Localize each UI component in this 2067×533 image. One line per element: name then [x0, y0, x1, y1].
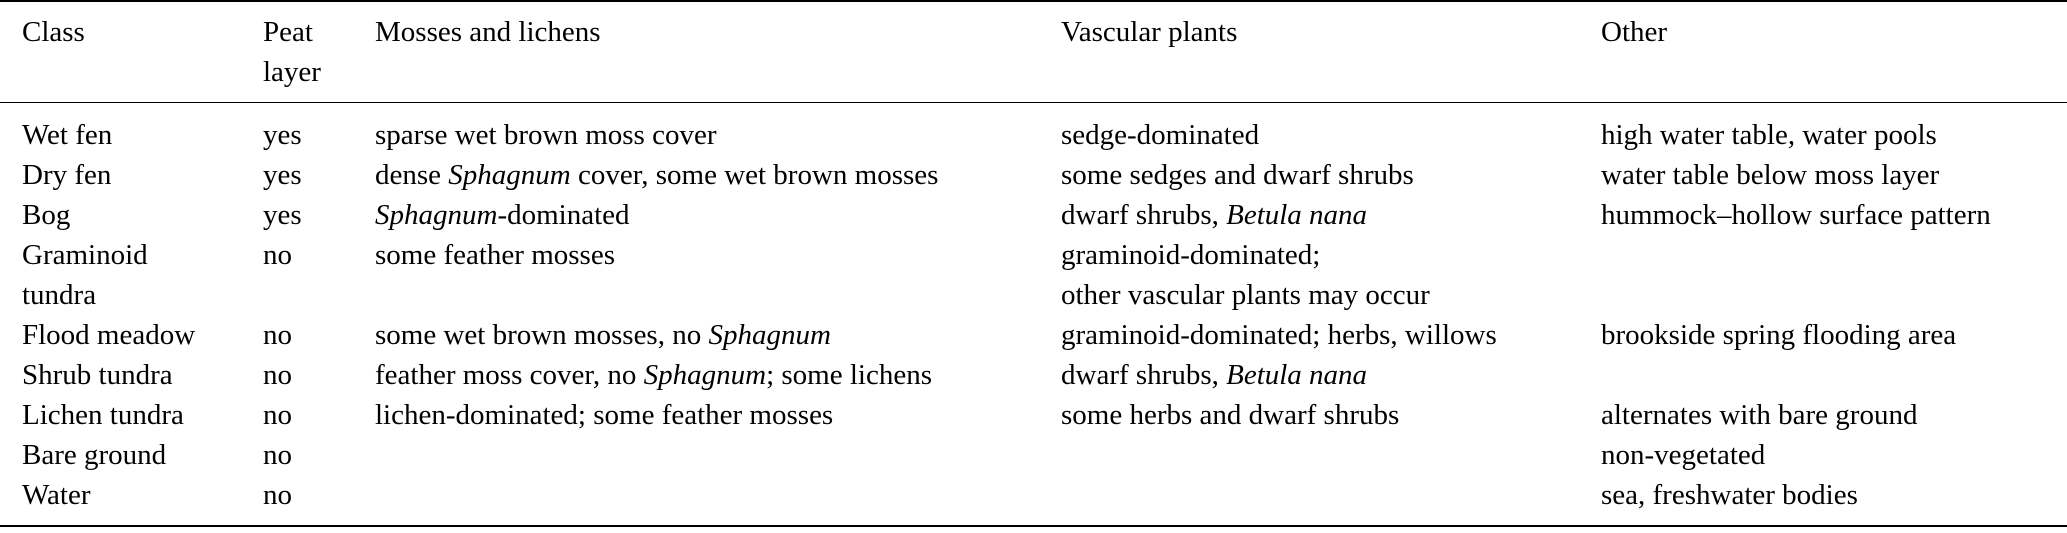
cell-peat: no: [263, 319, 292, 351]
vascular-taxon: Betula nana: [1226, 199, 1368, 231]
cell-vascular: [1061, 475, 1601, 526]
mosses-text-rest: cover, some wet brown mosses: [570, 159, 939, 191]
mosses-taxon: Sphagnum: [375, 199, 498, 231]
cell-peat: no: [263, 399, 292, 431]
cell-mosses: [375, 475, 1061, 526]
cell-peat: no: [263, 439, 292, 471]
table-row: [0, 315, 2067, 355]
cell-mosses: [375, 155, 1061, 195]
header-peat-layer: [263, 1, 375, 103]
cell-peat: yes: [263, 199, 302, 231]
vascular-text: graminoid-dominated;: [1061, 239, 1321, 271]
mosses-text-rest: ; some lichens: [766, 359, 932, 391]
table-body: [0, 103, 2067, 527]
cell-other: [1601, 355, 2067, 395]
cell-other: high water table, water pools: [1601, 119, 1937, 151]
cell-peat: no: [263, 475, 375, 526]
cell-vascular: [1061, 155, 1601, 195]
cell-mosses: [375, 235, 1061, 315]
header-row: [0, 1, 2067, 103]
vascular-text: dwarf shrubs,: [1061, 359, 1227, 391]
cell-peat: yes: [263, 119, 302, 151]
header-mosses-lichens: Mosses and lichens: [375, 1, 1061, 103]
cell-mosses: [375, 435, 1061, 475]
mosses-taxon: Sphagnum: [448, 159, 571, 191]
cell-class: Water: [0, 475, 263, 526]
cell-other: non-vegetated: [1601, 439, 1766, 471]
cell-class: Dry fen: [22, 159, 112, 191]
cell-mosses: [375, 195, 1061, 235]
vascular-text-line2: other vascular plants may occur: [1061, 279, 1430, 311]
cell-peat: no: [263, 239, 292, 271]
header-class: Class: [0, 1, 263, 103]
table-row: [0, 395, 2067, 435]
table-row: [0, 155, 2067, 195]
mosses-taxon: Sphagnum: [708, 319, 831, 351]
cell-other: hummock–hollow surface pattern: [1601, 199, 1991, 231]
cell-other: water table below moss layer: [1601, 159, 1940, 191]
mosses-text: dense: [375, 159, 449, 191]
mosses-text: feather moss cover, no: [375, 359, 644, 391]
vascular-text: some herbs and dwarf shrubs: [1061, 399, 1400, 431]
mosses-text-rest: -dominated: [497, 199, 630, 231]
header-peat-layer-text: Peat layer: [263, 16, 321, 88]
cell-class: Wet fen: [22, 119, 113, 151]
vascular-text: graminoid-dominated; herbs, willows: [1061, 319, 1497, 351]
cell-mosses: [375, 395, 1061, 435]
cell-vascular: [1061, 195, 1601, 235]
cell-vascular: [1061, 315, 1601, 355]
mosses-text: some feather mosses: [375, 239, 615, 271]
header-vascular-plants: Vascular plants: [1061, 1, 1601, 103]
cell-vascular: [1061, 235, 1601, 315]
table-row: [0, 235, 2067, 315]
cell-class: Flood meadow: [22, 319, 196, 351]
table-row: [0, 103, 2067, 156]
cell-other: [1601, 235, 2067, 315]
cell-peat: no: [263, 359, 292, 391]
table-row: [0, 195, 2067, 235]
cell-vascular: [1061, 355, 1601, 395]
vascular-text: some sedges and dwarf shrubs: [1061, 159, 1414, 191]
cell-class: Lichen tundra: [22, 399, 184, 431]
cell-mosses: [375, 355, 1061, 395]
cell-class: Shrub tundra: [22, 359, 173, 391]
cell-peat: yes: [263, 159, 302, 191]
cell-vascular: [1061, 103, 1601, 156]
cell-vascular: [1061, 435, 1601, 475]
mosses-text: some wet brown mosses, no: [375, 319, 709, 351]
cell-vascular: [1061, 395, 1601, 435]
table-header: [0, 1, 2067, 103]
cell-class: Bog: [22, 199, 71, 231]
mosses-taxon: Sphagnum: [643, 359, 767, 391]
mosses-text: lichen-dominated; some feather mosses: [375, 399, 834, 431]
cell-class: Bare ground: [22, 439, 167, 471]
vascular-text: dwarf shrubs,: [1061, 199, 1227, 231]
table-row: [0, 355, 2067, 395]
cell-other: alternates with bare ground: [1601, 399, 1918, 431]
mosses-text: sparse wet brown moss cover: [375, 119, 717, 151]
cell-class: [0, 235, 263, 315]
cell-mosses: [375, 103, 1061, 156]
class-text: Graminoid tundra: [22, 239, 148, 311]
table-row: [0, 475, 2067, 526]
cell-mosses: [375, 315, 1061, 355]
cell-other: brookside spring flooding area: [1601, 319, 1957, 351]
vascular-taxon: Betula nana: [1226, 359, 1368, 391]
vascular-text: sedge-dominated: [1061, 119, 1260, 151]
cell-other: sea, freshwater bodies: [1601, 475, 2067, 526]
table-row: [0, 435, 2067, 475]
header-other: Other: [1601, 1, 2067, 103]
